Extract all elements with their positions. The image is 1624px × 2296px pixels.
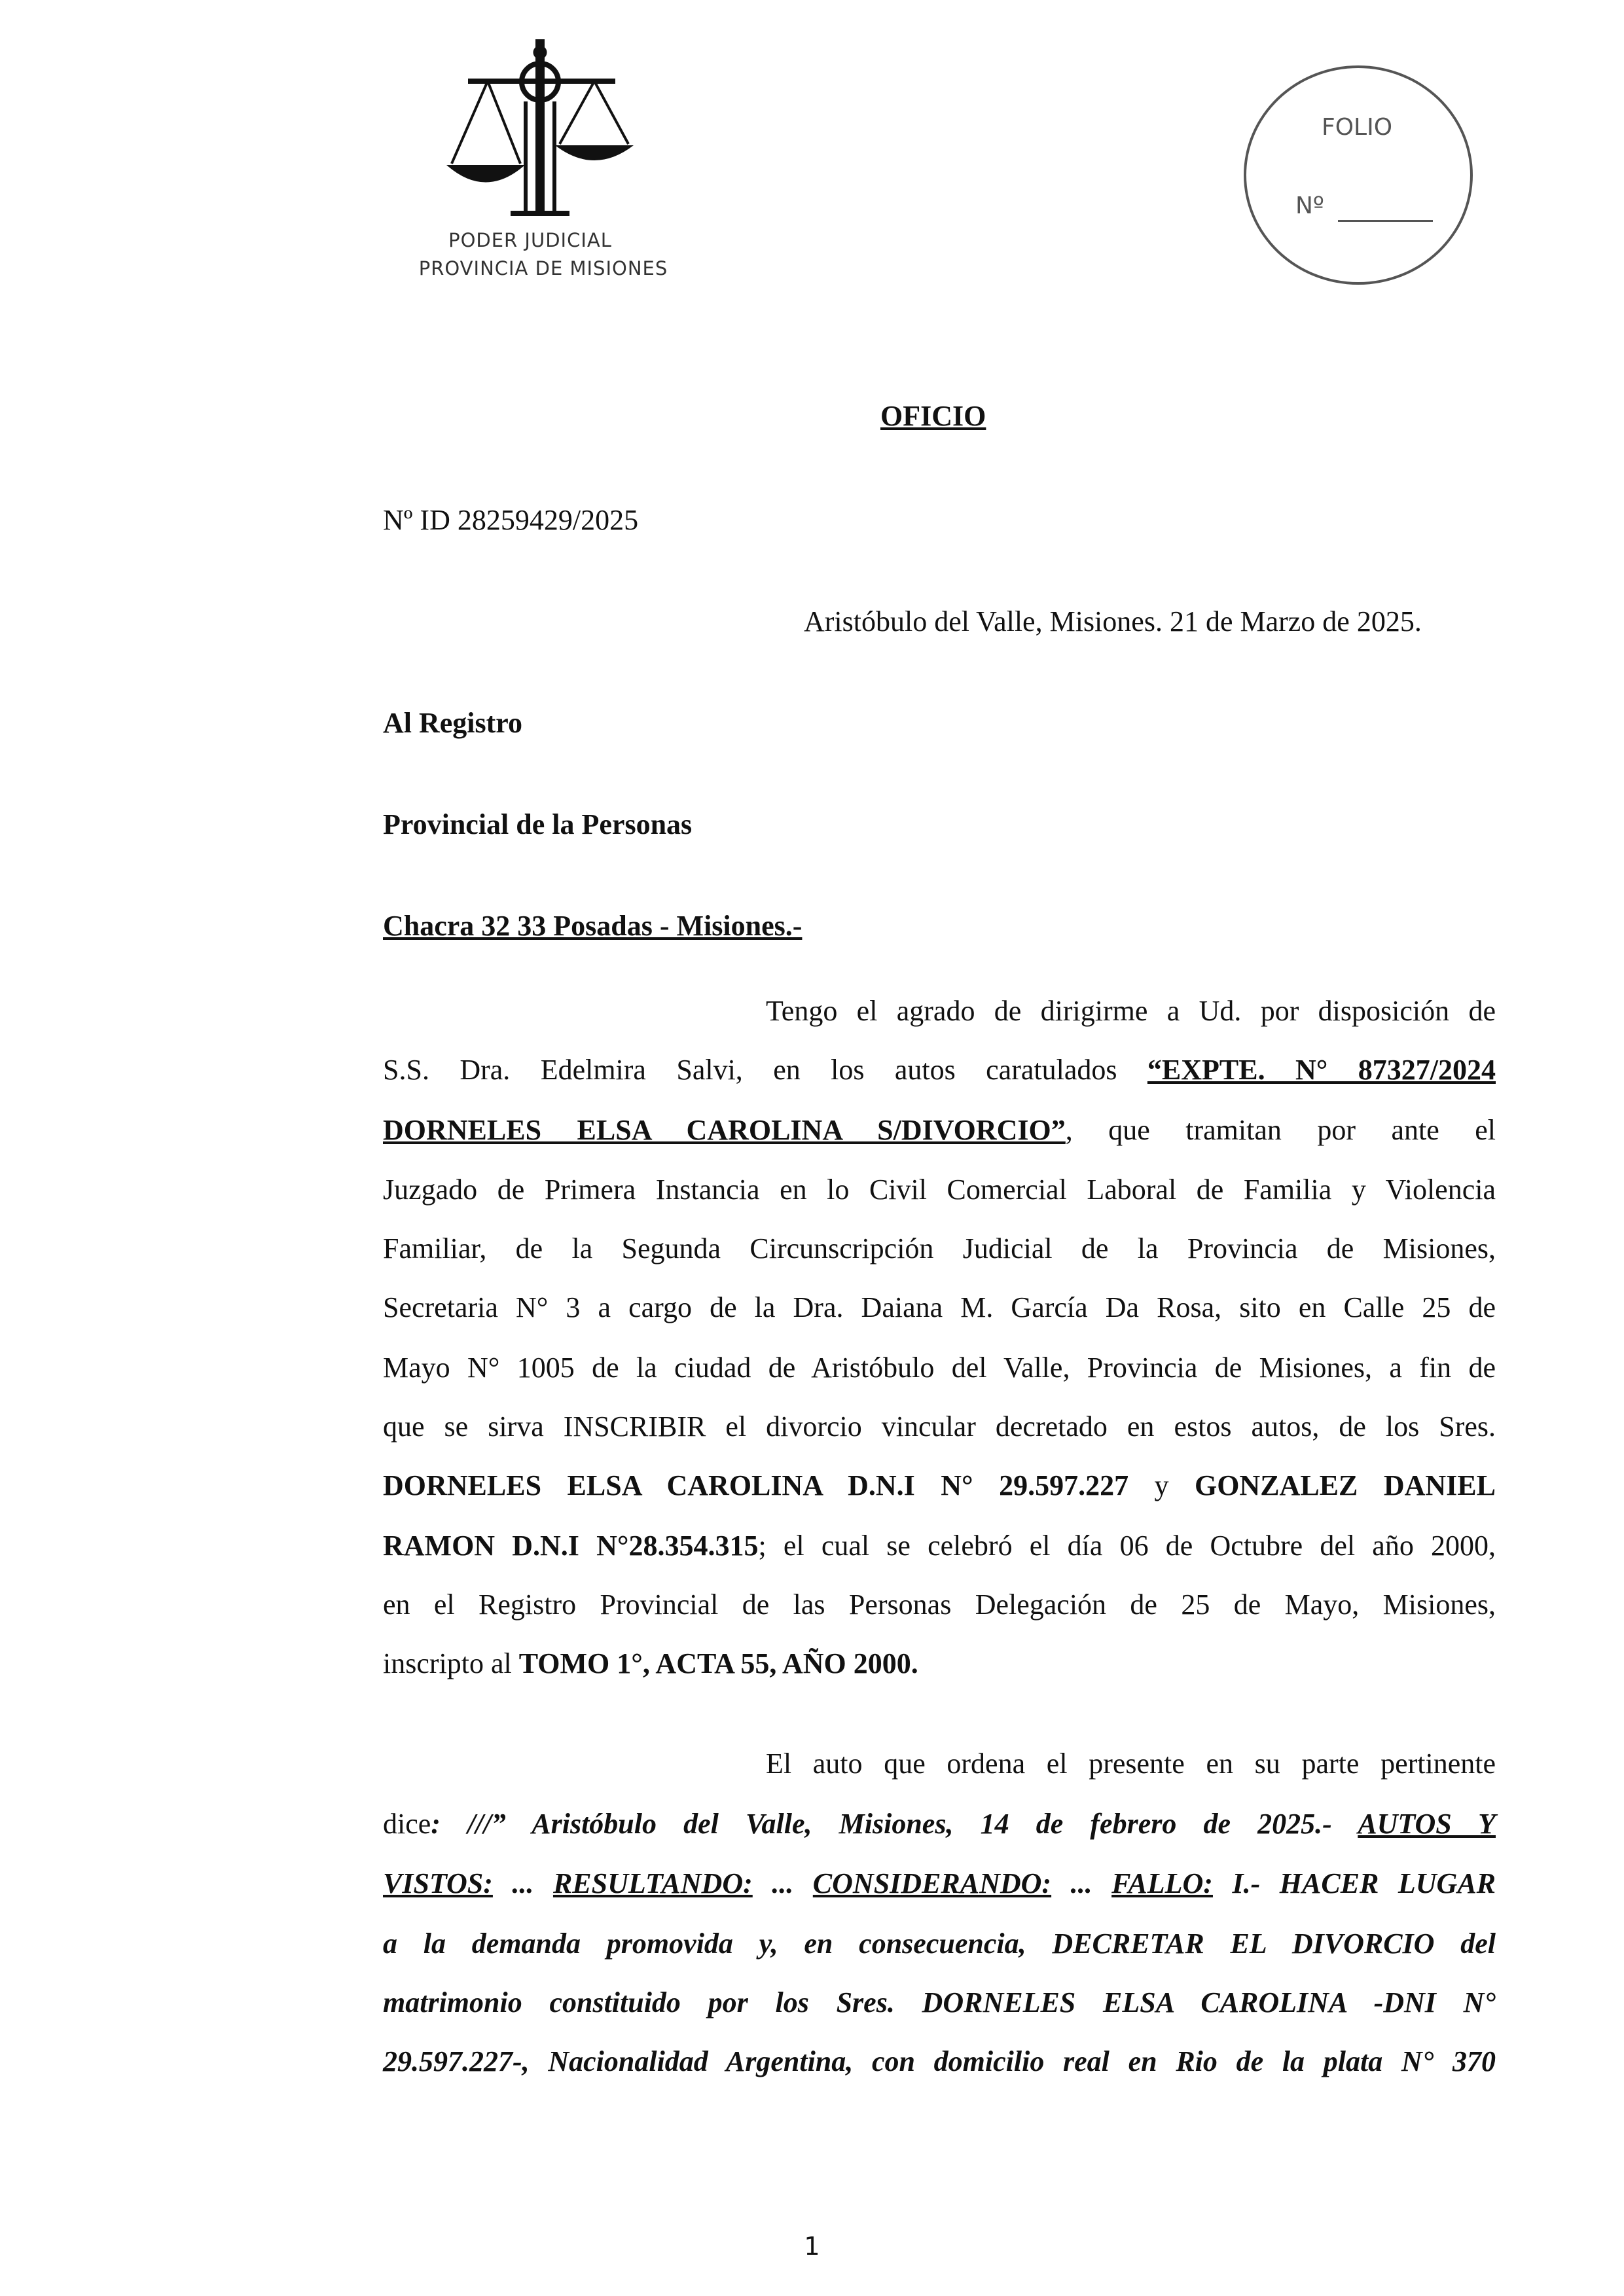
para2-line-2-text: dice xyxy=(383,1808,431,1840)
ellipsis-1: ... xyxy=(492,1867,553,1899)
para1-line-7: Mayo N° 1005 de la ciudad de Aristóbulo del Valle, Provincia de Misiones, a fin de xyxy=(383,1352,1496,1384)
folio-stamp xyxy=(1244,65,1473,285)
case-name: DORNELES ELSA CAROLINA S/DIVORCIO” xyxy=(383,1114,1066,1146)
recipient-line-1: Al Registro xyxy=(383,707,523,739)
para1-line-12-text: inscripto al xyxy=(383,1647,519,1679)
para2-line-5: matrimonio constituido por los Sres. DORNELES ELSA CAROLINA -DNI N° xyxy=(383,1986,1496,2018)
case-number: “EXPTE. N° 87327/2024 xyxy=(1147,1054,1496,1086)
para1-line-9 xyxy=(383,1466,1496,1505)
recipient-line-3: Chacra 32 33 Posadas - Misiones.- xyxy=(383,910,803,942)
para1-line-4: Juzgado de Primera Instancia en lo Civil Comercial Laboral de Familia y Violencia xyxy=(383,1174,1496,1206)
para1-line-8: que se sirva INSCRIBIR el divorcio vincular decretado en estos autos, de los Sres. xyxy=(383,1410,1496,1443)
quote-start: : ///” Aristóbulo del Valle, Misiones, 14 de febrero de 2025.- xyxy=(431,1808,1358,1840)
para2-line-4: a la demanda promovida y, en consecuencia, DECRETAR EL DIVORCIO del xyxy=(383,1928,1496,1960)
considerando-label: CONSIDERANDO: xyxy=(812,1867,1052,1899)
para1-line-2-text: S.S. Dra. Edelmira Salvi, en los autos caratulados xyxy=(383,1054,1117,1086)
document-id: Nº ID 28259429/2025 xyxy=(383,504,639,536)
party-2-end: RAMON D.N.I N°28.354.315 xyxy=(383,1530,759,1562)
page-number: 1 xyxy=(804,2232,820,2261)
folio-number-label: Nº xyxy=(1295,192,1324,219)
ellipsis-2: ... xyxy=(752,1867,813,1899)
judicial-emblem xyxy=(406,39,681,288)
party-2-start: GONZALEZ DANIEL xyxy=(1194,1469,1496,1501)
party-1: DORNELES ELSA CAROLINA D.N.I N° 29.597.227 xyxy=(383,1469,1129,1501)
fallo-label: FALLO: xyxy=(1111,1867,1213,1899)
scales-of-justice-icon xyxy=(432,39,655,223)
para1-line-10 xyxy=(383,1526,1496,1566)
para1-line-2 xyxy=(383,1050,1496,1090)
para1-line-11: en el Registro Provincial de las Personas Delegación de 25 de Mayo, Misiones, xyxy=(383,1588,1496,1621)
folio-number-blank xyxy=(1338,220,1433,222)
document-date: Aristóbulo del Valle, Misiones. 21 de Marzo de 2025. xyxy=(804,605,1422,637)
para1-line-10-text: ; el cual se celebró el día 06 de Octubre del año 2000, xyxy=(758,1530,1496,1562)
recipient-line-2: Provincial de la Personas xyxy=(383,808,693,840)
vistos-label: VISTOS: xyxy=(383,1867,493,1899)
para2-line-1: El auto que ordena el presente en su parte pertinente xyxy=(766,1748,1496,1780)
para1-line-6: Secretaria N° 3 a cargo de la Dra. Daiana M. García Da Rosa, sito en Calle 25 de xyxy=(383,1291,1496,1323)
para2-line-3 xyxy=(383,1864,1496,1903)
ellipsis-3: ... xyxy=(1051,1867,1112,1899)
emblem-line-2: PROVINCIA DE MISIONES xyxy=(418,257,668,279)
registry-reference: TOMO 1°, ACTA 55, AÑO 2000. xyxy=(518,1647,918,1679)
para1-line-5: Familiar, de la Segunda Circunscripción Judicial de la Provincia de Misiones, xyxy=(383,1232,1496,1265)
para2-line-2 xyxy=(383,1804,1496,1844)
folio-label: FOLIO xyxy=(1322,114,1393,141)
para1-conjunction: y xyxy=(1128,1469,1195,1501)
para1-line-1: Tengo el agrado de dirigirme a Ud. por disposición de xyxy=(766,995,1496,1027)
autos-label: AUTOS Y xyxy=(1358,1808,1496,1840)
para2-line-6: 29.597.227-, Nacionalidad Argentina, con domicilio real en Rio de la plata N° 370 xyxy=(383,2045,1496,2077)
emblem-line-1: PODER JUDICIAL xyxy=(448,229,612,251)
ruling-start: I.- HACER LUGAR xyxy=(1212,1867,1496,1899)
document-title: OFICIO xyxy=(880,400,986,432)
para1-line-3-text: , que tramitan por ante el xyxy=(1065,1114,1496,1146)
para1-line-3 xyxy=(383,1111,1496,1150)
para1-line-12 xyxy=(383,1644,1496,1683)
resultando-label: RESULTANDO: xyxy=(552,1867,753,1899)
